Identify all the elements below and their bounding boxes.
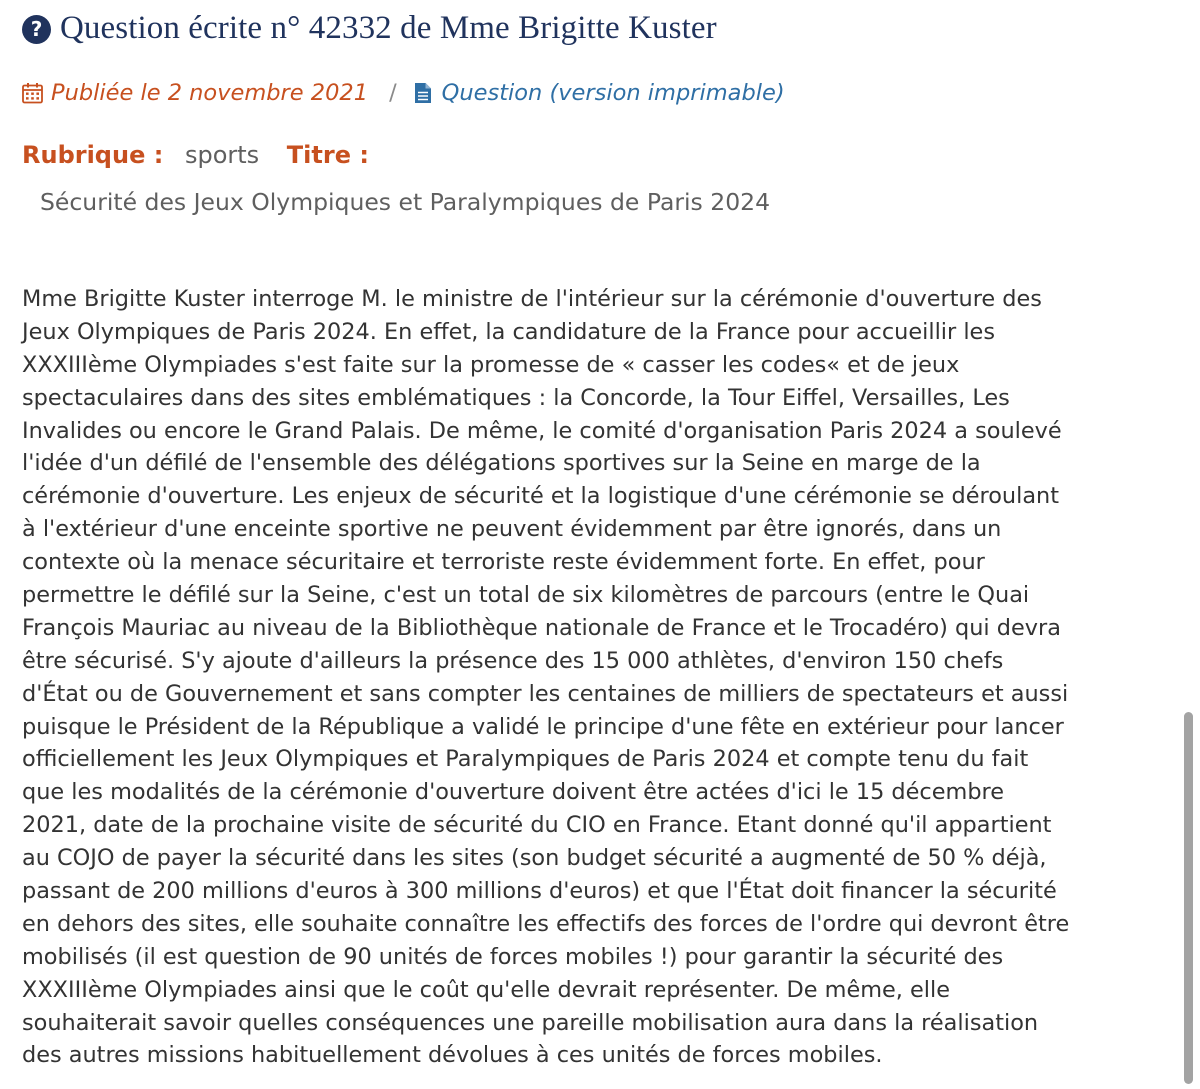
body-line: des autres missions habituellement dévolues à ces unités de forces mobiles. <box>22 1042 883 1069</box>
titre-value: Sécurité des Jeux Olympiques et Paralympiques de Paris 2024 <box>40 188 771 216</box>
meta-separator: / <box>389 80 397 106</box>
body-line: permettre le défilé sur la Seine, c'est un total de six kilomètres de parcours (entre le Quai <box>22 582 1030 609</box>
vertical-scrollbar[interactable] <box>1182 0 1200 1089</box>
body-line: l'idée d'un défilé de l'ensemble des délégations sportives sur la Seine en marge de la <box>22 450 981 477</box>
body-line: 2021, date de la prochaine visite de sécurité du CIO en France. Etant donné qu'il appartient <box>22 812 1052 839</box>
question-body <box>22 283 1152 1072</box>
body-line: Invalides ou encore le Grand Palais. De même, le comité d'organisation Paris 2024 a soulevé <box>22 417 1062 444</box>
body-line: Mme Brigitte Kuster interroge M. le ministre de l'intérieur sur la cérémonie d'ouverture des <box>22 286 1042 312</box>
body-line: officiellement les Jeux Olympiques et Paralympiques de Paris 2024 et compte tenu du fait <box>22 746 1029 773</box>
body-line: au COJO de payer la sécurité dans les sites (son budget sécurité a augmenté de 50 % déjà, <box>22 845 1047 872</box>
calendar-icon <box>22 82 43 104</box>
titre-label: Titre : <box>286 141 369 169</box>
body-line: puisque le Président de la République a validé le principe d'une fête en extérieur pour lancer <box>22 713 1064 740</box>
publication-date: Publiée le 2 novembre 2021 <box>51 80 369 106</box>
rubrique-value: sports <box>184 141 260 169</box>
body-line: François Mauriac au niveau de la Bibliothèque nationale de France et le Trocadéro) qui devra <box>22 614 1061 641</box>
question-header <box>22 10 717 47</box>
body-line: d'État ou de Gouvernement et sans compter les centaines de milliers de spectateurs et aussi <box>22 680 1069 707</box>
body-line: à l'extérieur d'une enceinte sportive ne peuvent évidemment par être ignorés, dans un <box>22 516 1002 543</box>
question-circle-icon: ? <box>22 15 51 44</box>
body-line: passant de 200 millions d'euros à 300 millions d'euros) et que l'État doit financer la sécurité <box>22 878 1057 905</box>
body-line: que les modalités de la cérémonie d'ouverture doivent être actées d'ici le 15 décembre <box>22 779 1005 806</box>
publication-meta <box>22 80 785 106</box>
body-line: Jeux Olympiques de Paris 2024. En effet, la candidature de la France pour accueillir les <box>22 318 995 345</box>
body-line: XXXIIIème Olympiades ainsi que le coût qu'elle devrait représenter. De même, elle <box>22 976 951 1003</box>
file-text-icon[interactable] <box>414 82 432 104</box>
body-line: cérémonie d'ouverture. Les enjeux de sécurité et la logistique d'une cérémonie se déroulant <box>22 483 1060 510</box>
classification-row <box>22 141 369 169</box>
scrollbar-thumb[interactable] <box>1184 712 1193 1084</box>
rubrique-label: Rubrique : <box>22 141 164 169</box>
body-line: spectaculaires dans des sites emblématiques : la Concorde, la Tour Eiffel, Versailles, Les <box>22 384 1010 411</box>
body-line: en dehors des sites, elle souhaite connaître les effectifs des forces de l'ordre qui devront être <box>22 910 1070 937</box>
body-line: mobilisés (il est question de 90 unités de forces mobiles !) pour garantir la sécurité des <box>22 943 1004 970</box>
printable-version-link[interactable]: Question (version imprimable) <box>441 80 785 106</box>
body-line: être sécurisé. S'y ajoute d'ailleurs la présence des 15 000 athlètes, d'environ 150 chefs <box>22 647 1004 674</box>
body-line: souhaiterait savoir quelles conséquences une pareille mobilisation aura dans la réalisation <box>22 1009 1039 1036</box>
page-title: Question écrite n° 42332 de Mme Brigitte Kuster <box>60 10 717 46</box>
body-line: XXXIIIème Olympiades s'est faite sur la promesse de « casser les codes« et de jeux <box>22 351 960 378</box>
body-line: contexte où la menace sécuritaire et terroriste reste évidemment forte. En effet, pour <box>22 549 985 576</box>
